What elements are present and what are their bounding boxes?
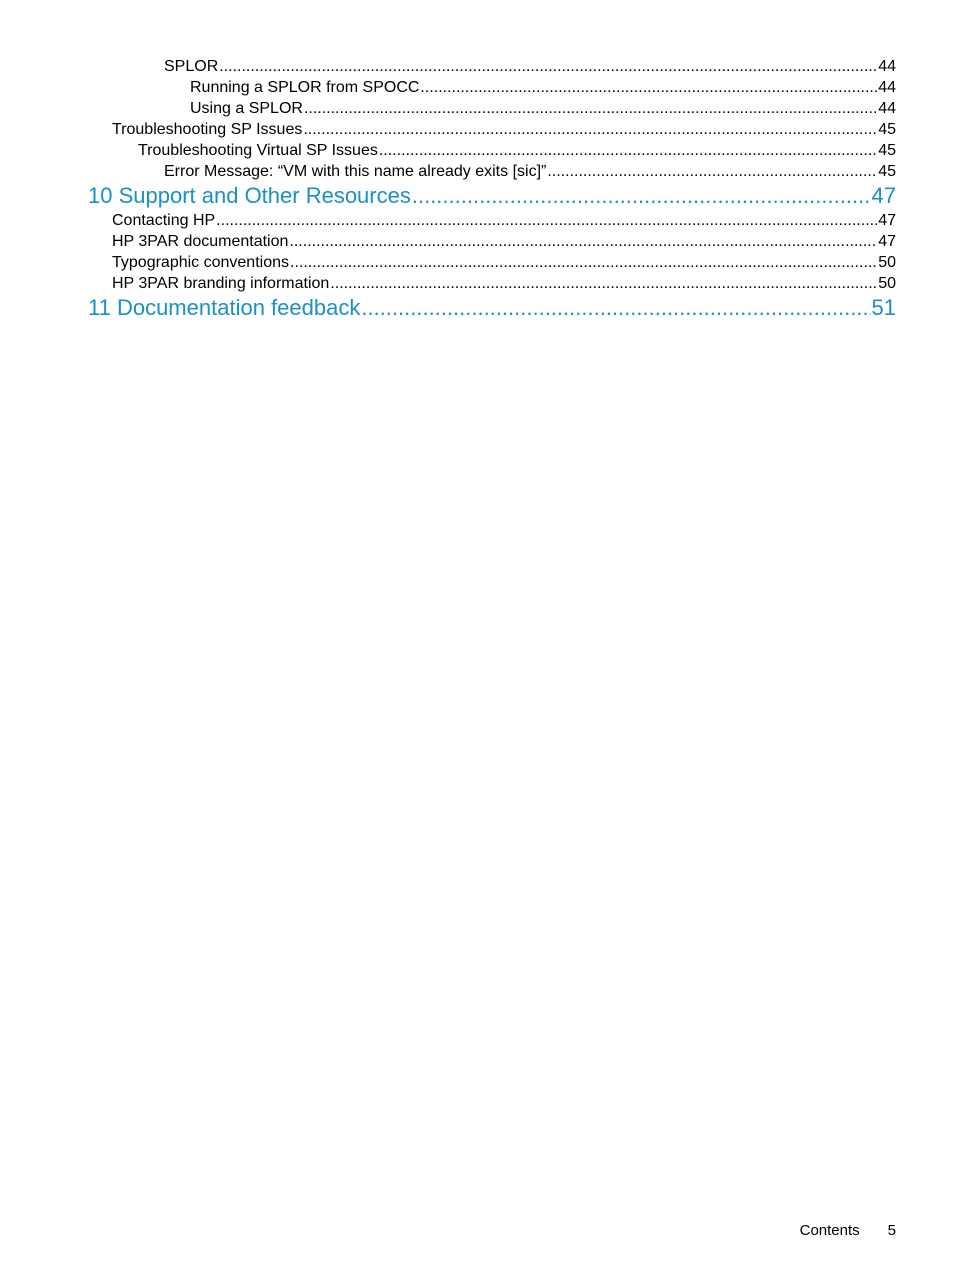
toc-entry-title: Troubleshooting SP Issues	[112, 121, 303, 138]
toc-leader-dots	[420, 77, 877, 98]
toc-entry-title: Using a SPLOR	[190, 100, 303, 117]
toc-entry-running-splor[interactable]	[190, 77, 896, 98]
toc-entry-splor[interactable]	[164, 56, 896, 77]
toc-entry-page: 44	[878, 58, 896, 75]
toc-entry-troubleshooting-sp[interactable]	[112, 119, 896, 140]
footer-section-label: Contents	[799, 1222, 860, 1239]
toc-leader-dots	[547, 161, 877, 182]
toc-chapter-page: 51	[871, 295, 896, 320]
toc-entry-troubleshooting-virtual-sp[interactable]	[138, 140, 896, 161]
toc-entry-title: Contacting HP	[112, 212, 216, 229]
toc-entry-page: 47	[878, 233, 896, 250]
toc-entry-title: Running a SPLOR from SPOCC	[190, 79, 420, 96]
toc-chapter-page: 47	[871, 183, 896, 208]
toc-entry-page: 45	[878, 142, 896, 159]
toc-leader-dots	[361, 294, 870, 322]
footer-page-number: 5	[887, 1222, 896, 1239]
table-of-contents	[0, 56, 954, 322]
toc-entry-title: Error Message: “VM with this name already exits [sic]”	[164, 163, 547, 180]
toc-entry-hp-3par-documentation[interactable]	[112, 231, 896, 252]
toc-chapter-title: 10 Support and Other Resources	[88, 183, 411, 208]
toc-leader-dots	[289, 231, 877, 252]
toc-chapter-support[interactable]	[88, 182, 896, 210]
toc-chapter-documentation-feedback[interactable]	[88, 294, 896, 322]
toc-entry-title: HP 3PAR documentation	[112, 233, 289, 250]
toc-entry-error-message[interactable]	[164, 161, 896, 182]
toc-entry-typographic-conventions[interactable]	[112, 252, 896, 273]
toc-chapter-title: 11 Documentation feedback	[88, 295, 361, 320]
toc-entry-title: Troubleshooting Virtual SP Issues	[138, 142, 378, 159]
toc-leader-dots	[379, 140, 877, 161]
toc-entry-title: HP 3PAR branding information	[112, 275, 330, 292]
toc-entry-page: 45	[878, 163, 896, 180]
toc-entry-contacting-hp[interactable]	[112, 210, 896, 231]
toc-leader-dots	[303, 119, 877, 140]
toc-leader-dots	[304, 98, 877, 119]
toc-entry-page: 47	[878, 212, 896, 229]
toc-entry-page: 44	[878, 79, 896, 96]
toc-leader-dots	[219, 56, 877, 77]
toc-entry-page: 44	[878, 100, 896, 117]
toc-entry-using-splor[interactable]	[190, 98, 896, 119]
toc-leader-dots	[330, 273, 877, 294]
toc-entry-page: 50	[878, 254, 896, 271]
toc-entry-title: SPLOR	[164, 58, 219, 75]
page-footer	[800, 1222, 896, 1239]
toc-entry-title: Typographic conventions	[112, 254, 289, 271]
toc-entry-page: 45	[878, 121, 896, 138]
toc-entry-page: 50	[878, 275, 896, 292]
toc-leader-dots	[290, 252, 877, 273]
toc-leader-dots	[412, 182, 871, 210]
toc-entry-branding-information[interactable]	[112, 273, 896, 294]
toc-leader-dots	[216, 210, 877, 231]
